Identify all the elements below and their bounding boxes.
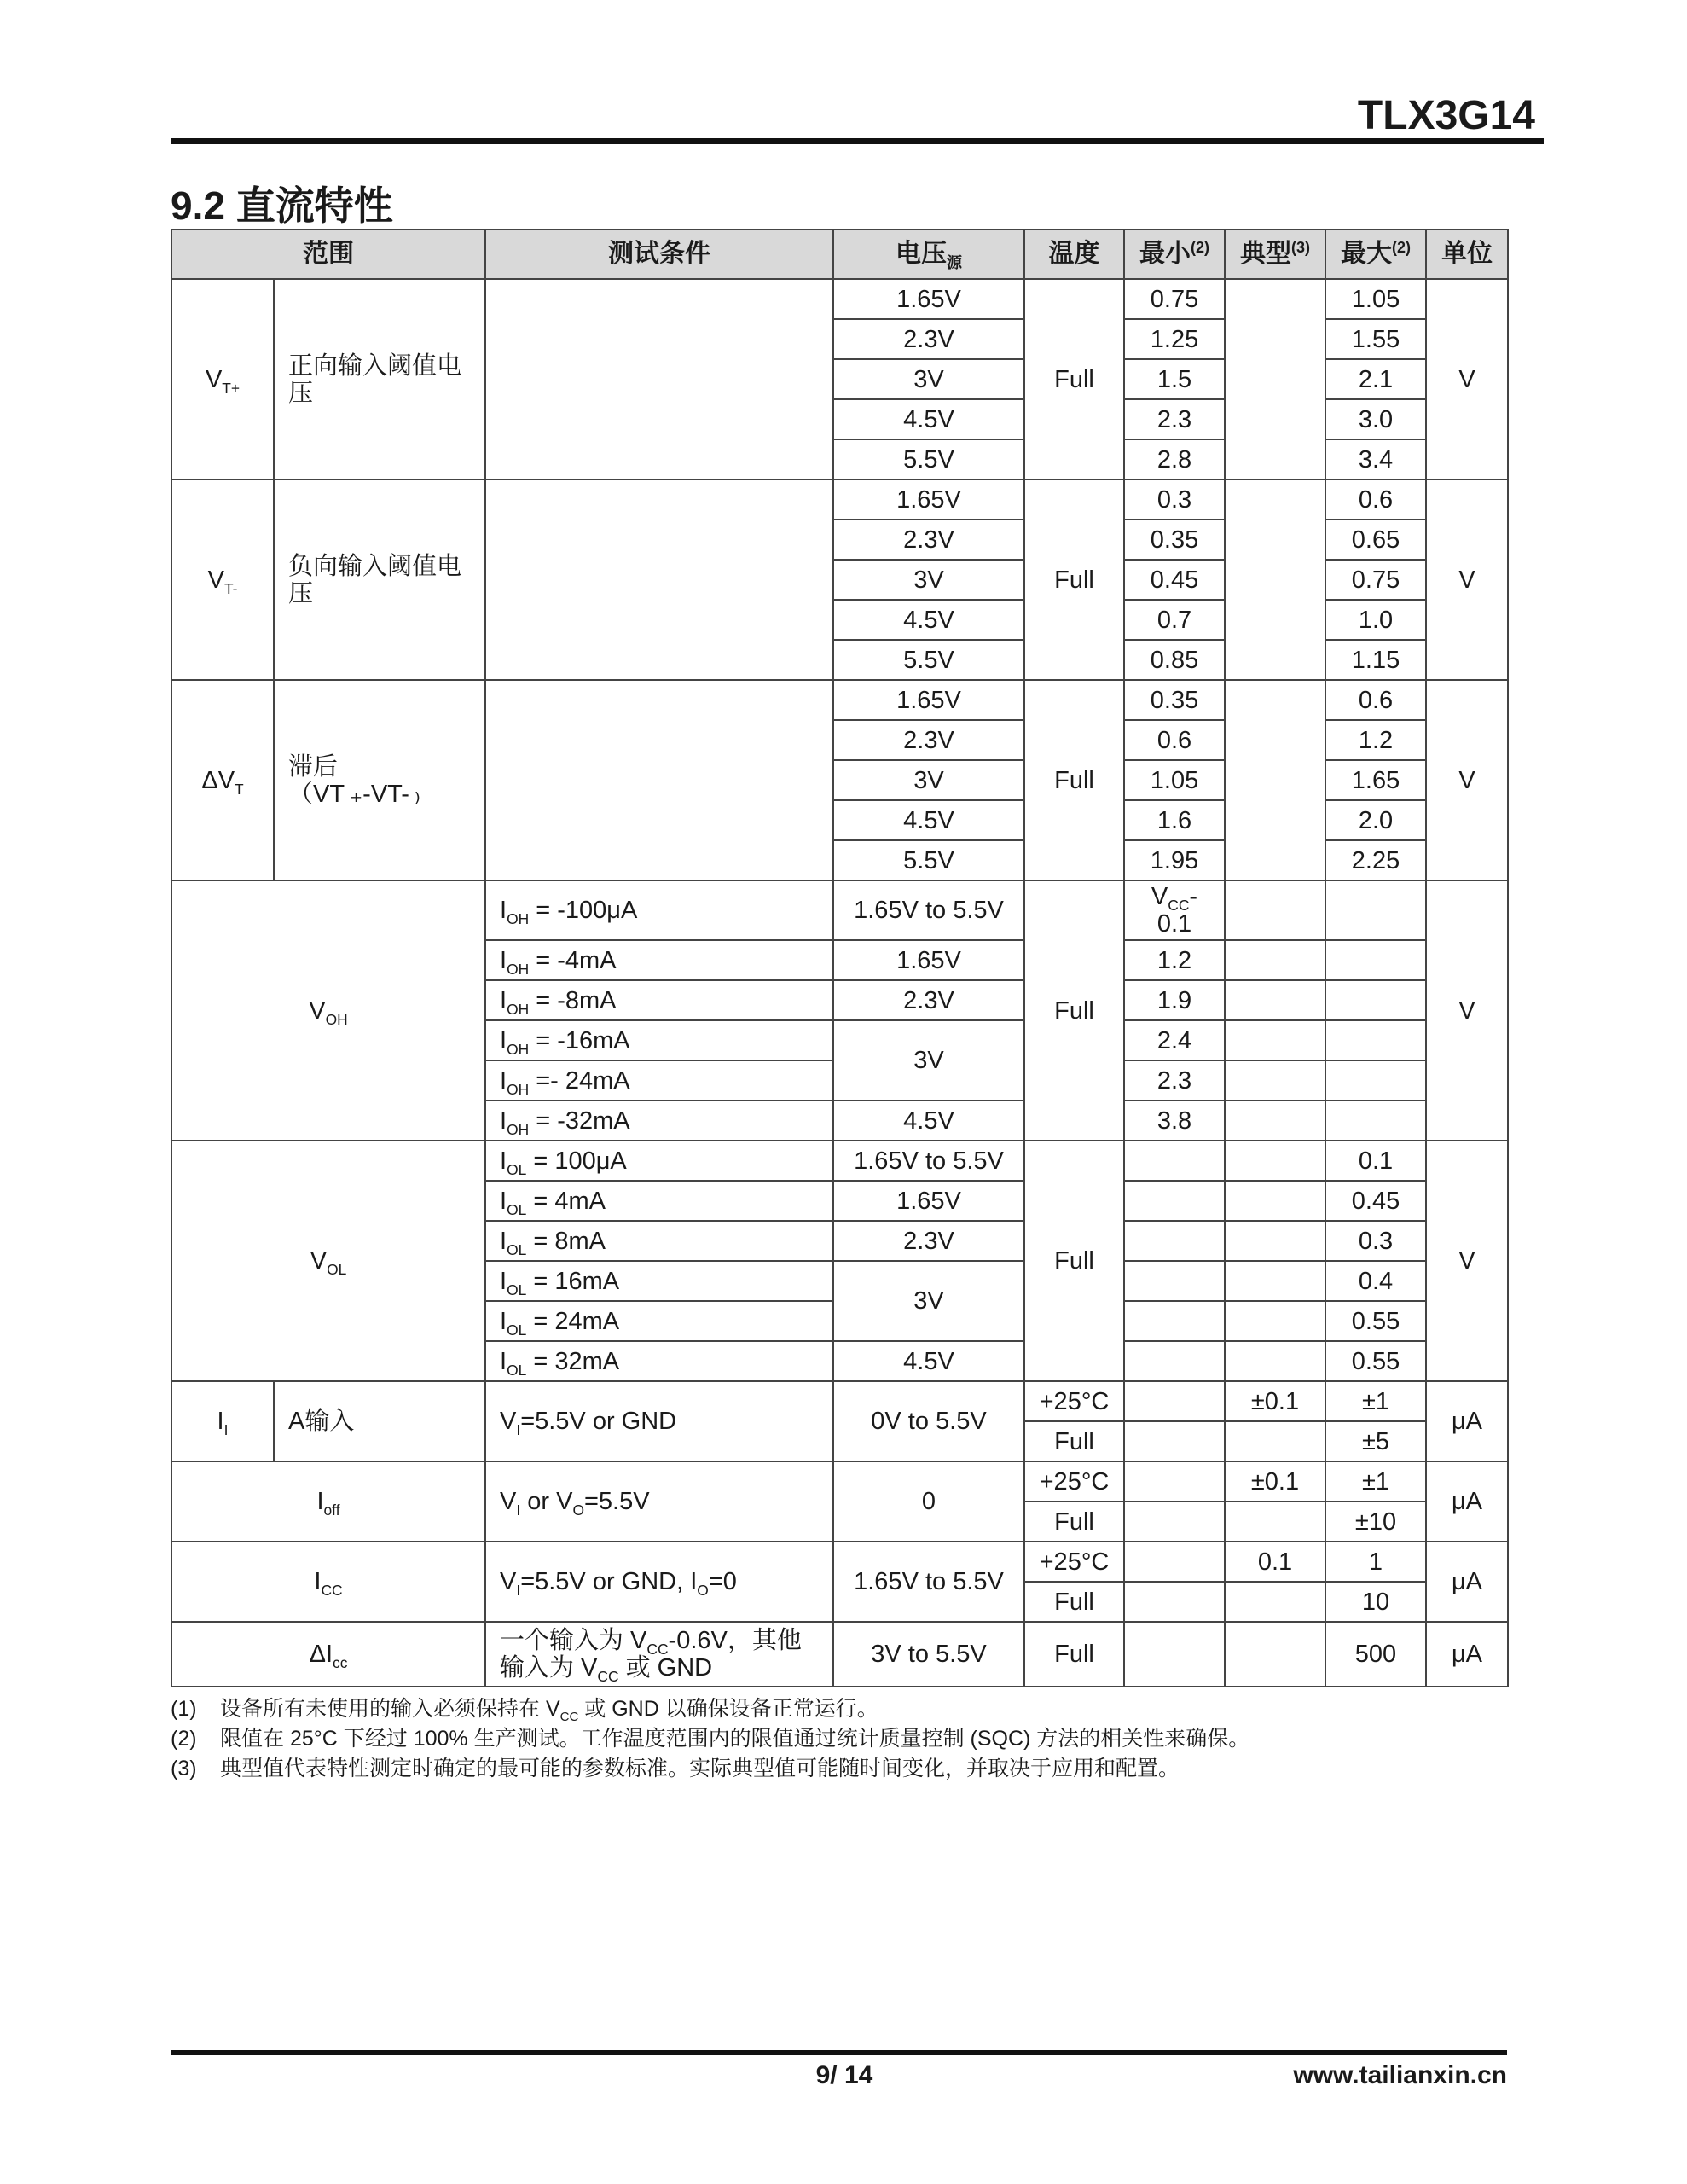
temp-cell: Full bbox=[1024, 880, 1124, 1141]
temp-cell: Full bbox=[1024, 1582, 1124, 1622]
header-condition: 测试条件 bbox=[485, 229, 833, 279]
max-cell: 1.15 bbox=[1325, 640, 1426, 680]
max-cell: 0.3 bbox=[1325, 1221, 1426, 1261]
unit-cell: V bbox=[1426, 279, 1508, 479]
voltage-cell: 5.5V bbox=[833, 439, 1024, 479]
vt-plus-condition bbox=[485, 279, 833, 479]
voltage-cell: 3V to 5.5V bbox=[833, 1622, 1024, 1687]
table-row bbox=[171, 1141, 1508, 1181]
table-row bbox=[171, 1381, 1508, 1421]
max-cell bbox=[1325, 980, 1426, 1020]
website-link[interactable]: www.tailianxin.cn bbox=[1293, 2061, 1507, 2089]
temp-cell: Full bbox=[1024, 1141, 1124, 1381]
table-row bbox=[171, 1622, 1508, 1687]
max-cell: ±10 bbox=[1325, 1502, 1426, 1542]
min-cell: 1.25 bbox=[1124, 319, 1225, 359]
page-number: 9/ 14 bbox=[815, 2061, 873, 2089]
min-cell bbox=[1124, 1301, 1225, 1341]
section-title: 9.2 直流特性 bbox=[171, 183, 393, 228]
temp-cell: Full bbox=[1024, 279, 1124, 479]
unit-cell: V bbox=[1426, 1141, 1508, 1381]
header-max: 最大$^{(2)}$ bbox=[1325, 229, 1426, 279]
condition-cell: $I_{OH} = -32mA$ bbox=[485, 1101, 833, 1141]
typ-cell: ±0.1 bbox=[1225, 1381, 1325, 1421]
max-cell bbox=[1325, 1060, 1426, 1101]
voltage-cell: 4.5V bbox=[833, 800, 1024, 840]
min-cell: 0.3 bbox=[1124, 479, 1225, 520]
unit-cell: V bbox=[1426, 479, 1508, 680]
voltage-cell: 2.3V bbox=[833, 980, 1024, 1020]
voltage-cell: 1.65V bbox=[833, 279, 1024, 319]
voltage-cell: 4.5V bbox=[833, 1341, 1024, 1381]
typ-cell bbox=[1225, 1341, 1325, 1381]
voltage-cell: 1.65V to 5.5V bbox=[833, 1542, 1024, 1622]
max-cell: 1.55 bbox=[1325, 319, 1426, 359]
typ-cell bbox=[1225, 479, 1325, 680]
min-cell bbox=[1124, 1141, 1225, 1181]
min-cell: 0.7 bbox=[1124, 600, 1225, 640]
voltage-cell: 1.65V bbox=[833, 479, 1024, 520]
temp-cell: Full bbox=[1024, 1622, 1124, 1687]
max-cell bbox=[1325, 1020, 1426, 1060]
voltage-cell: 1.65V bbox=[833, 940, 1024, 980]
max-cell: 3.0 bbox=[1325, 399, 1426, 439]
typ-cell bbox=[1225, 1421, 1325, 1461]
max-cell: 0.65 bbox=[1325, 520, 1426, 560]
unit-cell: V bbox=[1426, 880, 1508, 1141]
condition-cell: $I_{OL} = 24mA$ bbox=[485, 1301, 833, 1341]
part-number-header: TLX3G14 bbox=[1357, 93, 1535, 138]
voltage-cell: 5.5V bbox=[833, 840, 1024, 880]
vol-symbol: $V_{OL}$ bbox=[171, 1141, 485, 1381]
min-cell: 0.85 bbox=[1124, 640, 1225, 680]
max-cell: 0.4 bbox=[1325, 1261, 1426, 1301]
condition-cell: $I_{OH} =- 24mA$ bbox=[485, 1060, 833, 1101]
min-cell bbox=[1124, 1502, 1225, 1542]
min-cell bbox=[1124, 1381, 1225, 1421]
condition-cell: $V_I=5.5V$ or GND bbox=[485, 1381, 833, 1461]
delta-vt-description: 滞后 （VT ₊-VT- ₎ bbox=[274, 680, 485, 880]
min-cell bbox=[1124, 1221, 1225, 1261]
temp-cell: Full bbox=[1024, 479, 1124, 680]
header-voltage: 电压$_源$ bbox=[833, 229, 1024, 279]
min-cell: 1.5 bbox=[1124, 359, 1225, 399]
voh-symbol: $V_{OH}$ bbox=[171, 880, 485, 1141]
delta-icc-symbol: $\Delta I_{cc}$ bbox=[171, 1622, 485, 1687]
max-cell: 0.55 bbox=[1325, 1341, 1426, 1381]
typ-cell: 0.1 bbox=[1225, 1542, 1325, 1582]
typ-cell bbox=[1225, 1622, 1325, 1687]
delta-vt-condition bbox=[485, 680, 833, 880]
condition-cell: 一个输入为 $V_{CC}-0.6V$，其他 输入为 $V_{CC}$ 或 GND bbox=[485, 1622, 833, 1687]
unit-cell: μA bbox=[1426, 1542, 1508, 1622]
max-cell bbox=[1325, 1101, 1426, 1141]
typ-cell bbox=[1225, 1060, 1325, 1101]
max-cell bbox=[1325, 880, 1426, 940]
typ-cell bbox=[1225, 279, 1325, 479]
header-temp: 温度 bbox=[1024, 229, 1124, 279]
min-cell: 0.35 bbox=[1124, 520, 1225, 560]
min-cell bbox=[1124, 1622, 1225, 1687]
min-cell: 0.6 bbox=[1124, 720, 1225, 760]
min-cell: 1.9 bbox=[1124, 980, 1225, 1020]
table-row bbox=[171, 1461, 1508, 1502]
min-cell bbox=[1124, 1421, 1225, 1461]
unit-cell: μA bbox=[1426, 1622, 1508, 1687]
condition-cell: $I_{OH} = -4mA$ bbox=[485, 940, 833, 980]
min-cell: 3.8 bbox=[1124, 1101, 1225, 1141]
max-cell: 10 bbox=[1325, 1582, 1426, 1622]
voltage-cell: 3V bbox=[833, 760, 1024, 800]
typ-cell bbox=[1225, 940, 1325, 980]
voltage-cell: 4.5V bbox=[833, 399, 1024, 439]
max-cell: 3.4 bbox=[1325, 439, 1426, 479]
typ-cell bbox=[1225, 1221, 1325, 1261]
voltage-cell: 0V to 5.5V bbox=[833, 1381, 1024, 1461]
min-cell: 1.2 bbox=[1124, 940, 1225, 980]
max-cell: 0.75 bbox=[1325, 560, 1426, 600]
max-cell: ±1 bbox=[1325, 1381, 1426, 1421]
voltage-cell: 4.5V bbox=[833, 600, 1024, 640]
voltage-cell: 2.3V bbox=[833, 319, 1024, 359]
max-cell: ±5 bbox=[1325, 1421, 1426, 1461]
table-row bbox=[171, 279, 1508, 319]
delta-vt-symbol: $\Delta V_T$ bbox=[171, 680, 274, 880]
dc-characteristics-table bbox=[171, 229, 1509, 1687]
max-cell: 1 bbox=[1325, 1542, 1426, 1582]
voltage-cell: 2.3V bbox=[833, 720, 1024, 760]
min-cell: 2.3 bbox=[1124, 399, 1225, 439]
table-row bbox=[171, 880, 1508, 940]
temp-cell: +25°C bbox=[1024, 1381, 1124, 1421]
unit-cell: μA bbox=[1426, 1461, 1508, 1542]
min-cell: 1.95 bbox=[1124, 840, 1225, 880]
min-cell: 0.75 bbox=[1124, 279, 1225, 319]
condition-cell: $I_{OL} = 16mA$ bbox=[485, 1261, 833, 1301]
temp-cell: +25°C bbox=[1024, 1542, 1124, 1582]
min-cell: $V_{CC}-$ 0.1 bbox=[1124, 880, 1225, 940]
min-cell: 2.3 bbox=[1124, 1060, 1225, 1101]
voltage-cell: 1.65V bbox=[833, 680, 1024, 720]
condition-cell: $V_I$ or $V_O=5.5V$ bbox=[485, 1461, 833, 1542]
min-cell bbox=[1124, 1181, 1225, 1221]
min-cell: 1.05 bbox=[1124, 760, 1225, 800]
vt-minus-condition bbox=[485, 479, 833, 680]
voltage-cell: 1.65V to 5.5V bbox=[833, 1141, 1024, 1181]
voltage-cell: 3V bbox=[833, 560, 1024, 600]
condition-cell: $V_I=5.5V$ or GND, $I_O=0$ bbox=[485, 1542, 833, 1622]
max-cell: ±1 bbox=[1325, 1461, 1426, 1502]
icc-symbol: $I_{CC}$ bbox=[171, 1542, 485, 1622]
max-cell: 1.05 bbox=[1325, 279, 1426, 319]
voltage-cell: 2.3V bbox=[833, 1221, 1024, 1261]
footnote-3: (3) 典型值代表特性测定时确定的最可能的参数标准。实际典型值可能随时间变化，并取决于应用和配置。 bbox=[171, 1757, 1180, 1780]
typ-cell bbox=[1225, 1101, 1325, 1141]
max-cell: 0.6 bbox=[1325, 680, 1426, 720]
typ-cell bbox=[1225, 980, 1325, 1020]
min-cell bbox=[1124, 1341, 1225, 1381]
max-cell: 1.65 bbox=[1325, 760, 1426, 800]
footer-rule bbox=[171, 2050, 1507, 2055]
voltage-cell: 4.5V bbox=[833, 1101, 1024, 1141]
table-header-row bbox=[171, 229, 1508, 279]
typ-cell bbox=[1225, 1301, 1325, 1341]
min-cell bbox=[1124, 1261, 1225, 1301]
table-row bbox=[171, 1542, 1508, 1582]
vt-plus-description: 正向输入阈值电压 bbox=[274, 279, 485, 479]
typ-cell bbox=[1225, 1141, 1325, 1181]
voltage-cell: 0 bbox=[833, 1461, 1024, 1542]
header-rule bbox=[171, 138, 1544, 144]
typ-cell bbox=[1225, 1020, 1325, 1060]
condition-cell: $I_{OL} = 100\mu A$ bbox=[485, 1141, 833, 1181]
voltage-cell: 1.65V bbox=[833, 1181, 1024, 1221]
max-cell: 0.45 bbox=[1325, 1181, 1426, 1221]
min-cell bbox=[1124, 1582, 1225, 1622]
voltage-cell: 1.65V to 5.5V bbox=[833, 880, 1024, 940]
typ-cell: ±0.1 bbox=[1225, 1461, 1325, 1502]
min-cell: 2.8 bbox=[1124, 439, 1225, 479]
condition-cell: $I_{OH} = -8mA$ bbox=[485, 980, 833, 1020]
typ-cell bbox=[1225, 1181, 1325, 1221]
condition-cell: $I_{OL} = 4mA$ bbox=[485, 1181, 833, 1221]
condition-cell: $I_{OL} = 8mA$ bbox=[485, 1221, 833, 1261]
max-cell: 500 bbox=[1325, 1622, 1426, 1687]
ii-symbol: $I_I$ bbox=[171, 1381, 274, 1461]
header-unit: 单位 bbox=[1426, 229, 1508, 279]
condition-cell: $I_{OH} = -100\mu A$ bbox=[485, 880, 833, 940]
min-cell bbox=[1124, 1542, 1225, 1582]
table-row bbox=[171, 479, 1508, 520]
footnote-1: (1) 设备所有未使用的输入必须保持在 $V_{CC}$ 或 GND 以确保设备正常运行。 bbox=[171, 1697, 878, 1724]
min-cell: 1.6 bbox=[1124, 800, 1225, 840]
typ-cell bbox=[1225, 680, 1325, 880]
max-cell: 0.55 bbox=[1325, 1301, 1426, 1341]
unit-cell: μA bbox=[1426, 1381, 1508, 1461]
voltage-cell: 5.5V bbox=[833, 640, 1024, 680]
condition-cell: $I_{OL} = 32mA$ bbox=[485, 1341, 833, 1381]
max-cell: 2.1 bbox=[1325, 359, 1426, 399]
voltage-cell: 3V bbox=[833, 1261, 1024, 1341]
max-cell: 2.25 bbox=[1325, 840, 1426, 880]
max-cell: 1.2 bbox=[1325, 720, 1426, 760]
footnote-2: (2) 限值在 25°C 下经过 100% 生产测试。工作温度范围内的限值通过统计质量控制 (SQC) 方法的相关性来确保。 bbox=[171, 1727, 1250, 1751]
typ-cell bbox=[1225, 880, 1325, 940]
ii-description: A输入 bbox=[274, 1381, 485, 1461]
temp-cell: Full bbox=[1024, 680, 1124, 880]
max-cell: 0.6 bbox=[1325, 479, 1426, 520]
temp-cell: Full bbox=[1024, 1502, 1124, 1542]
temp-cell: +25°C bbox=[1024, 1461, 1124, 1502]
unit-cell: V bbox=[1426, 680, 1508, 880]
voltage-cell: 3V bbox=[833, 359, 1024, 399]
typ-cell bbox=[1225, 1261, 1325, 1301]
typ-cell bbox=[1225, 1582, 1325, 1622]
typ-cell bbox=[1225, 1502, 1325, 1542]
header-typ: 典型$^{(3)}$ bbox=[1225, 229, 1325, 279]
temp-cell: Full bbox=[1024, 1421, 1124, 1461]
max-cell bbox=[1325, 940, 1426, 980]
table-row bbox=[171, 680, 1508, 720]
footnotes bbox=[171, 1694, 1518, 1784]
min-cell bbox=[1124, 1461, 1225, 1502]
min-cell: 0.45 bbox=[1124, 560, 1225, 600]
max-cell: 2.0 bbox=[1325, 800, 1426, 840]
max-cell: 1.0 bbox=[1325, 600, 1426, 640]
voltage-cell: 3V bbox=[833, 1020, 1024, 1101]
vt-minus-symbol: $V_{T-}$ bbox=[171, 479, 274, 680]
max-cell: 0.1 bbox=[1325, 1141, 1426, 1181]
min-cell: 2.4 bbox=[1124, 1020, 1225, 1060]
condition-cell: $I_{OH} = -16mA$ bbox=[485, 1020, 833, 1060]
vt-minus-description: 负向输入阈值电压 bbox=[274, 479, 485, 680]
header-min: 最小$^{(2)}$ bbox=[1124, 229, 1225, 279]
ioff-symbol: $I_{off}$ bbox=[171, 1461, 485, 1542]
min-cell: 0.35 bbox=[1124, 680, 1225, 720]
vt-plus-symbol: $V_{T+}$ bbox=[171, 279, 274, 479]
voltage-cell: 2.3V bbox=[833, 520, 1024, 560]
header-range: 范围 bbox=[171, 229, 485, 279]
